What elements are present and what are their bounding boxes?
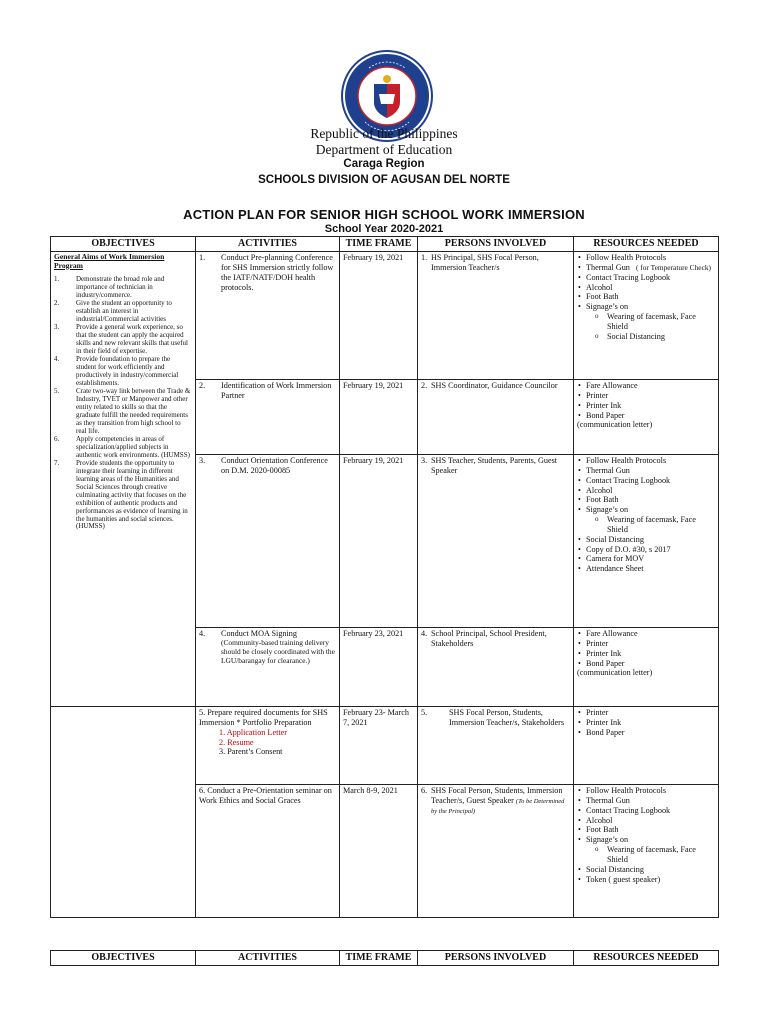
col-header-resources: RESOURCES NEEDED — [574, 951, 719, 966]
activity-cell: 6. Conduct a Pre-Orientation seminar on Work Ethics and Social Graces — [196, 785, 340, 918]
objectives-list — [54, 276, 192, 531]
list-item: • Alcohol — [586, 486, 715, 496]
resources-list-continued — [577, 865, 715, 885]
action-plan-table-continued — [50, 950, 719, 966]
list-item: • Attendance Sheet — [586, 564, 715, 574]
region-line: Caraga Region — [343, 158, 425, 170]
list-item: o Wearing of facemask, Face Shield — [601, 312, 715, 332]
col-header-persons: PERSONS INVOLVED — [418, 237, 574, 252]
list-item: • Printer — [586, 708, 715, 718]
persons-cell: 3. SHS Teacher, Students, Parents, Guest Speaker — [418, 455, 574, 628]
activity-cell: 3. Conduct Orientation Conference on D.M. 2020-00085 — [196, 455, 340, 628]
division-line: SCHOOLS DIVISION OF AGUSAN DEL NORTE — [258, 174, 510, 186]
list-item: • Bond Paper — [586, 659, 715, 669]
list-item: o Wearing of facemask, Face Shield — [601, 845, 715, 865]
table-row — [51, 785, 719, 918]
republic-line: Republic of the Philippines — [310, 126, 458, 141]
list-item: 4. Provide foundation to prepare the student for work efficiently and productively in industry/commercial establishments. — [54, 355, 179, 388]
list-item: • Foot Bath — [586, 495, 715, 505]
list-item: 7. Provide students the opportunity to integrate their learning in different learning areas of the Humanities and Social Sciences through creative culminating activity that focuses on the exhibition of authentic products and performances as evidence of learning in the humanities and social sciences. (HUMSS) — [54, 458, 188, 531]
signage-sublist — [577, 845, 715, 865]
resources-cell — [574, 628, 719, 707]
list-item: • Social Distancing — [586, 865, 715, 875]
col-header-time-frame: TIME FRAME — [340, 237, 418, 252]
signage-sublist — [577, 312, 715, 342]
resources-cell — [574, 455, 719, 628]
objectives-cell-empty — [51, 785, 196, 918]
list-item: • Copy of D.O. #30, s 2017 — [586, 545, 715, 555]
resources-list-continued — [577, 535, 715, 574]
list-item: • Printer — [586, 391, 715, 401]
list-item: • Fare Allowance — [586, 629, 715, 639]
list-item: • Alcohol — [586, 816, 715, 826]
activity-cell: 1. Conduct Pre-planning Conference for SHS Immersion strictly follow the IATF/NATF/DOH health protocols. — [196, 252, 340, 380]
col-header-objectives: OBJECTIVES — [51, 951, 196, 966]
resources-list — [577, 381, 715, 420]
signage-sublist — [577, 515, 715, 535]
time-frame-cell: February 19, 2021 — [340, 380, 418, 455]
list-item: 3. Provide a general work experience, so that the student can apply the acquired skills and new relevant skills that useful in their field of expertise. — [54, 323, 188, 356]
resources-note: (communication letter) — [577, 420, 653, 430]
action-plan-table — [50, 236, 719, 918]
persons-cell: 1. HS Principal, SHS Focal Person, Immersion Teacher/s — [418, 252, 574, 380]
list-item: • Token ( guest speaker) — [586, 875, 715, 885]
document-title: ACTION PLAN FOR SENIOR HIGH SCHOOL WORK IMMERSION — [183, 207, 585, 222]
list-item: 5. Crate two-way link between the Trade & Industry, TVET or Manpower and other entity related to skills so that the graduate fulfill the needed requirements as they transition from high school to real life. — [54, 387, 191, 435]
list-item: • Bond Paper — [586, 411, 715, 421]
list-item: 2. Resume — [219, 737, 254, 747]
list-item: • Thermal Gun — [586, 796, 715, 806]
list-item: o Social Distancing — [601, 332, 715, 342]
resources-note: (communication letter) — [577, 668, 653, 678]
table-header-row — [51, 237, 719, 252]
list-item: 1. Demonstrate the broad role and importance of technician in industry/commerce. — [54, 275, 165, 300]
list-item: • Printer Ink — [586, 718, 715, 728]
table-header-row — [51, 951, 719, 966]
time-frame-cell: February 23- March 7, 2021 — [340, 707, 418, 785]
list-item: • Follow Health Protocols — [586, 786, 715, 796]
col-header-time-frame: TIME FRAME — [340, 951, 418, 966]
resources-list — [577, 629, 715, 668]
list-item: • Camera for MOV — [586, 554, 715, 564]
list-item: 3. Parent’s Consent — [219, 747, 283, 757]
list-item: 1. Application Letter — [219, 727, 287, 737]
objectives-title: General Aims of Work Immersion Program — [54, 252, 165, 270]
resources-list — [577, 708, 715, 738]
resources-cell — [574, 785, 719, 918]
list-item: • Printer Ink — [586, 649, 715, 659]
col-header-activities: ACTIVITIES — [196, 237, 340, 252]
list-item: • Follow Health Protocols — [586, 253, 715, 263]
list-item: • Contact Tracing Logbook — [586, 806, 715, 816]
table-row — [51, 252, 719, 380]
resources-list — [577, 786, 715, 845]
resources-list — [577, 456, 715, 515]
activity-text: Conduct Pre-planning Conference for SHS Immersion strictly follow the IATF/NATF/DOH health protocols. — [221, 253, 334, 292]
list-item: • Signage’s on — [586, 302, 715, 312]
col-header-activities: ACTIVITIES — [196, 951, 340, 966]
resources-cell — [574, 252, 719, 380]
resources-list — [577, 253, 715, 312]
list-item: • Alcohol — [586, 283, 715, 293]
persons-cell: 5. SHS Focal Person, Students, Immersion Teacher/s, Stakeholders — [418, 707, 574, 785]
time-frame-cell: February 23, 2021 — [340, 628, 418, 707]
persons-cell: 4. School Principal, School President, Stakeholders — [418, 628, 574, 707]
list-item: 2. Give the student an opportunity to establish an interest in industrial/Commercial activities — [54, 299, 172, 324]
col-header-persons: PERSONS INVOLVED — [418, 951, 574, 966]
list-item: 6. Apply competencies in areas of specialization/applied subjects in authentic work environments. (HUMSS) — [54, 434, 190, 459]
resources-cell — [574, 707, 719, 785]
table-row — [51, 707, 719, 785]
objectives-cell — [51, 252, 196, 707]
portfolio-list — [199, 728, 336, 758]
list-item: • Contact Tracing Logbook — [586, 476, 715, 486]
col-header-objectives: OBJECTIVES — [51, 237, 196, 252]
list-item: • Social Distancing — [586, 535, 715, 545]
list-item: • Signage’s on — [586, 505, 715, 515]
list-item: o Wearing of facemask, Face Shield — [601, 515, 715, 535]
resources-cell — [574, 380, 719, 455]
list-item: • Contact Tracing Logbook — [586, 273, 715, 283]
objectives-cell-empty — [51, 707, 196, 785]
time-frame-cell: February 19, 2021 — [340, 252, 418, 380]
list-item: • Fare Allowance — [586, 381, 715, 391]
activity-cell: 2. Identification of Work Immersion Partner — [196, 380, 340, 455]
list-item: • Printer — [586, 639, 715, 649]
list-item: • Foot Bath — [586, 292, 715, 302]
time-frame-cell: February 19, 2021 — [340, 455, 418, 628]
activity-cell: 4. Conduct MOA Signing (Community-based training delivery should be closely coordinated with the LGU/barangay for clearance.) — [196, 628, 340, 707]
list-item: • Follow Health Protocols — [586, 456, 715, 466]
persons-cell: 6. SHS Focal Person, Students, Immersion Teacher/s, Guest Speaker (To be Determined by the Principal) — [418, 785, 574, 918]
school-year: School Year 2020-2021 — [324, 223, 444, 235]
list-item: • Bond Paper — [586, 728, 715, 738]
list-item: • Signage’s on — [586, 835, 715, 845]
col-header-resources: RESOURCES NEEDED — [574, 237, 719, 252]
list-item: • Thermal Gun ( for Temperature Check) — [586, 263, 715, 273]
department-line: Department of Education — [315, 142, 453, 157]
list-item: • Thermal Gun — [586, 466, 715, 476]
persons-cell: 2. SHS Coordinator, Guidance Councilor — [418, 380, 574, 455]
time-frame-cell: March 8-9, 2021 — [340, 785, 418, 918]
list-item: • Foot Bath — [586, 825, 715, 835]
activity-cell: 5. Prepare required documents for SHS Immersion * Portfolio Preparation 1. Application Letter 2. Resume 3. Parent’s Consent — [196, 707, 340, 785]
list-item: • Printer Ink — [586, 401, 715, 411]
